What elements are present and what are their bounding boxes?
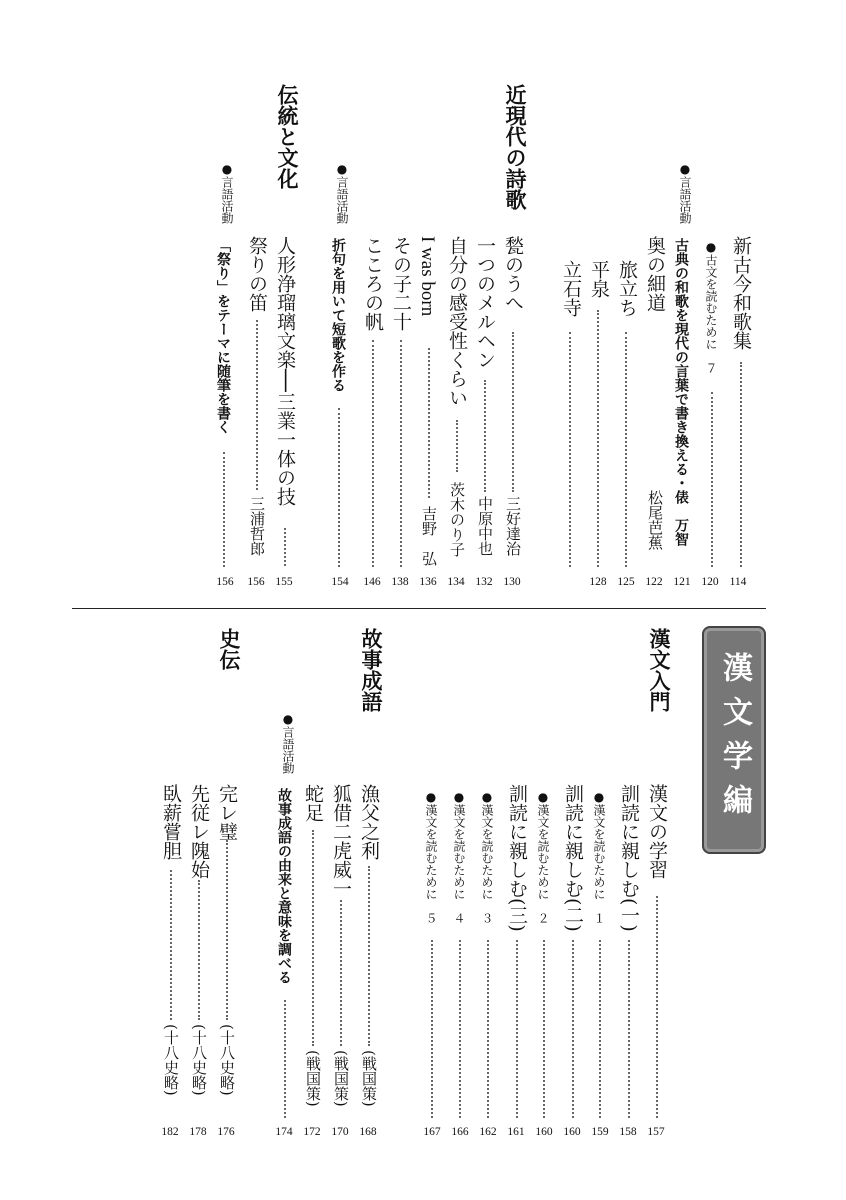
page-number: 158 (619, 1126, 637, 1138)
page-number: 160 (563, 1126, 581, 1138)
toc-entry-title[interactable]: 漢文の学習 (646, 784, 668, 879)
section-divider (72, 608, 766, 609)
page-number: 125 (617, 576, 635, 588)
toc-entry-author: 三浦哲郎 (248, 496, 266, 556)
toc-entry-title[interactable]: 祭りの笛 (246, 236, 268, 312)
toc-entry-title[interactable]: 臥薪嘗胆 (160, 784, 182, 860)
leader-dots (170, 870, 172, 1020)
leader-dots (198, 880, 200, 1020)
toc-entry-source: (戦国策) (304, 1050, 322, 1107)
leader-dots (711, 392, 713, 567)
toc-entry-subnote[interactable]: ●漢文を読むために ５ (424, 790, 438, 924)
leader-dots (569, 332, 571, 567)
toc-entry-title[interactable]: 狐借二虎威一 (330, 784, 352, 898)
leader-dots (368, 866, 370, 1046)
section-title: 伝統と文化 (275, 84, 300, 189)
leader-dots (572, 940, 574, 1118)
page-number: 170 (331, 1126, 349, 1138)
leader-dots (543, 940, 545, 1118)
toc-entry-activity[interactable]: 「祭り」をテーマに随筆を書く (215, 238, 231, 434)
page-number: 168 (359, 1126, 377, 1138)
page-number: 114 (729, 576, 747, 588)
section-label-activity: ●言語活動 (281, 712, 295, 774)
page-number: 121 (673, 576, 691, 588)
toc-entry-activity[interactable]: 古典の和歌を現代の言葉で書き換える・俵 万智 (673, 238, 689, 546)
page-number: 159 (591, 1126, 609, 1138)
toc-entry-source: (戦国策) (360, 1050, 378, 1107)
page-number: 146 (363, 576, 381, 588)
page-number: 132 (475, 576, 493, 588)
toc-entry-source: (十八史略) (190, 1024, 208, 1096)
section-title: 近現代の詩歌 (503, 84, 528, 210)
leader-dots (284, 1000, 286, 1118)
page-number: 161 (507, 1126, 525, 1138)
page-number: 167 (423, 1126, 441, 1138)
page-number: 174 (275, 1126, 293, 1138)
section-badge: 漢文学編 (702, 626, 766, 854)
page-number: 172 (303, 1126, 321, 1138)
toc-entry-subnote[interactable]: ●漢文を読むために ２ (536, 790, 550, 924)
toc-entry-title[interactable]: 訓読に親しむ(二) (562, 784, 584, 932)
page-number: 122 (645, 576, 663, 588)
section-label-activity: ●言語活動 (220, 162, 234, 224)
page-number: 138 (391, 576, 409, 588)
leader-dots (487, 940, 489, 1118)
toc-entry-title[interactable]: 旅立ち (616, 260, 638, 317)
toc-entry-title[interactable]: 一つのメルヘン (474, 236, 496, 369)
section-label-activity: ●言語活動 (335, 162, 349, 224)
leader-dots (338, 408, 340, 567)
toc-entry-title[interactable]: 奥の細道 (644, 236, 666, 312)
leader-dots (484, 380, 486, 492)
toc-entry-source: (十八史略) (218, 1024, 236, 1096)
page-number: 154 (331, 576, 349, 588)
toc-entry-title[interactable]: 漁父之利 (358, 784, 380, 860)
page-number: 178 (189, 1126, 207, 1138)
toc-entry-source: (戦国策) (332, 1050, 350, 1107)
leader-dots (340, 900, 342, 1046)
page-number: 166 (451, 1126, 469, 1138)
leader-dots (459, 940, 461, 1118)
leader-dots (256, 320, 258, 490)
leader-dots (456, 420, 458, 472)
page-number: 136 (419, 576, 437, 588)
toc-entry-author: 吉野 弘 (420, 506, 438, 566)
toc-entry-subnote[interactable]: ●漢文を読むために １ (592, 790, 606, 924)
toc-entry-author: 松尾芭蕉 (646, 490, 664, 550)
toc-entry-title[interactable]: 新古今和歌集 (730, 236, 752, 350)
page-number: 134 (447, 576, 465, 588)
toc-entry-title[interactable]: 完レ璧 (216, 784, 238, 841)
leader-dots (284, 528, 286, 566)
toc-entry-title[interactable]: 蛇足 (302, 784, 324, 822)
leader-dots (428, 348, 430, 498)
toc-entry-title[interactable]: 平泉 (588, 260, 610, 298)
toc-entry-activity[interactable]: 折句を用いて短歌を作る (330, 238, 346, 392)
toc-entry-title[interactable]: 立石寺 (560, 260, 582, 317)
section-title: 漢文入門 (647, 628, 672, 712)
leader-dots (372, 340, 374, 567)
section-title: 史伝 (217, 628, 242, 670)
toc-entry-title[interactable]: 先従レ隗始 (188, 784, 210, 879)
toc-entry-subnote[interactable]: ●漢文を読むために ３ (480, 790, 494, 924)
page-number: 156 (247, 576, 265, 588)
leader-dots (740, 362, 742, 567)
toc-entry-title[interactable]: 人形浄瑠璃文楽──三業一体の技 (274, 236, 296, 506)
leader-dots (223, 452, 225, 567)
toc-entry-title[interactable]: こころの帆 (362, 236, 384, 331)
page-number: 130 (503, 576, 521, 588)
toc-entry-subnote[interactable]: ●古文を読むために ７ (704, 240, 718, 374)
page-number: 120 (701, 576, 719, 588)
toc-entry-author: 茨木のり子 (448, 482, 466, 557)
toc-entry-title[interactable]: 甃のうへ (502, 236, 524, 312)
toc-entry-title[interactable]: 自分の感受性くらい (446, 236, 468, 407)
leader-dots (597, 310, 599, 567)
page-number: 155 (275, 576, 293, 588)
toc-entry-title[interactable]: その子二十 (390, 236, 412, 331)
leader-dots (512, 332, 514, 492)
toc-entry-title[interactable]: I was born (417, 236, 438, 317)
leader-dots (516, 940, 518, 1118)
toc-entry-author: 中原中也 (476, 496, 494, 556)
leader-dots (312, 830, 314, 1046)
toc-entry-subnote[interactable]: ●漢文を読むために ４ (452, 790, 466, 924)
toc-entry-activity[interactable]: 故事成語の由来と意味を調べる (276, 788, 292, 984)
toc-entry-author: 三好達治 (504, 496, 522, 556)
page-number: 157 (647, 1126, 665, 1138)
leader-dots (599, 940, 601, 1118)
section-title: 故事成語 (359, 628, 384, 712)
toc-entry-source: (十八史略) (162, 1024, 180, 1096)
section-label-activity: ●言語活動 (678, 162, 692, 224)
page-number: 176 (217, 1126, 235, 1138)
leader-dots (226, 840, 228, 1020)
leader-dots (431, 940, 433, 1118)
page-number: 128 (589, 576, 607, 588)
toc-entry-title[interactable]: 訓読に親しむ(一) (618, 784, 640, 932)
page-number: 160 (535, 1126, 553, 1138)
leader-dots (625, 332, 627, 567)
page-number: 162 (479, 1126, 497, 1138)
toc-entry-title[interactable]: 訓読に親しむ(三) (506, 784, 528, 932)
page-number: 182 (161, 1126, 179, 1138)
page-number: 156 (216, 576, 234, 588)
leader-dots (400, 340, 402, 567)
leader-dots (656, 896, 658, 1118)
leader-dots (628, 940, 630, 1118)
